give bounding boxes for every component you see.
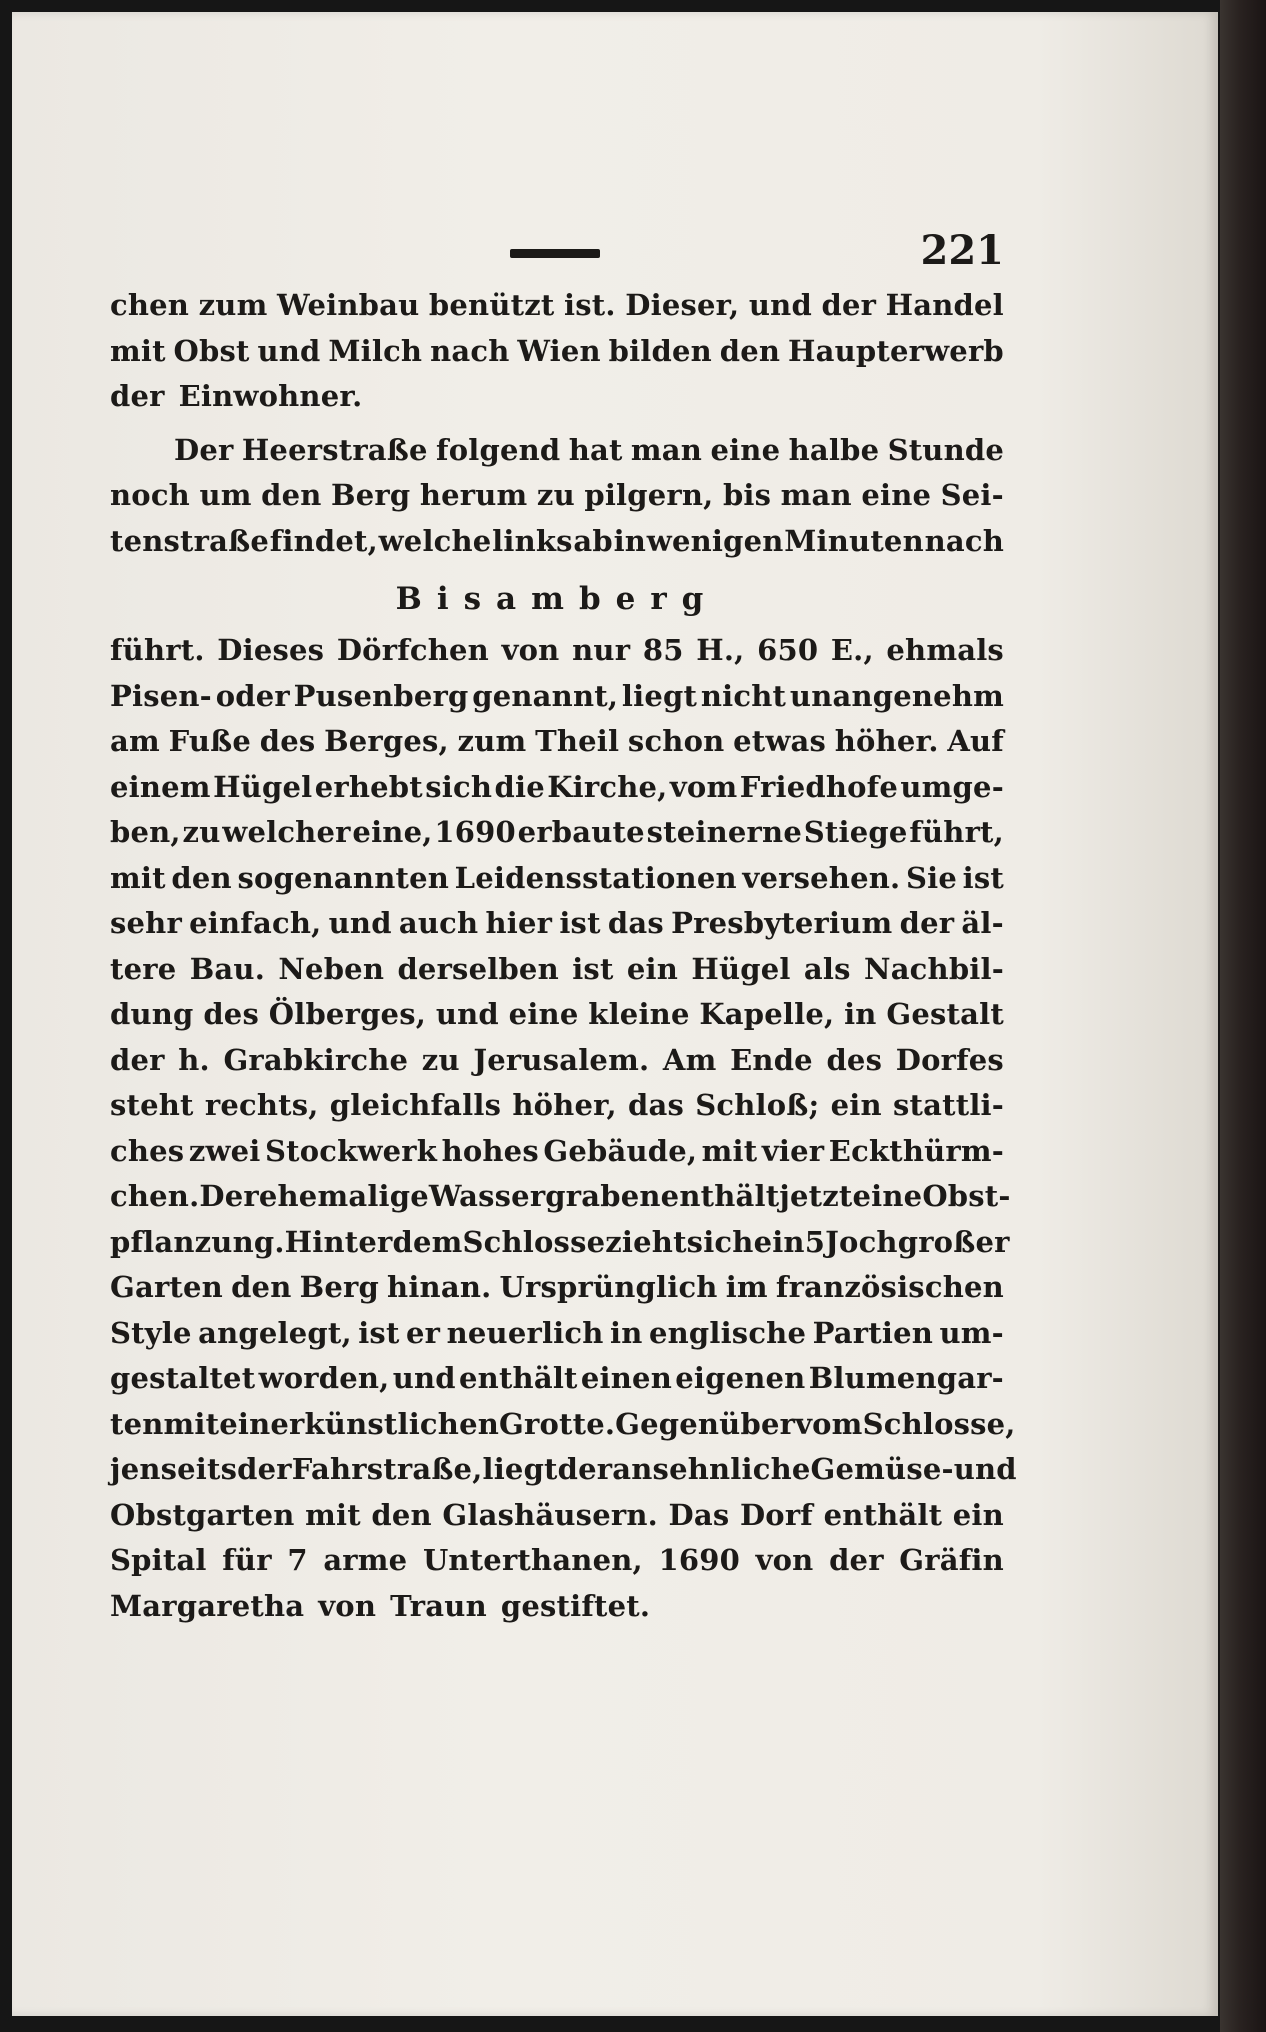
word: führt, <box>909 815 1004 849</box>
word: der <box>110 1042 165 1077</box>
word: nach <box>430 333 510 368</box>
word: Weinbau <box>277 288 420 322</box>
word: eigenen <box>675 1361 806 1395</box>
word: im <box>725 1270 768 1304</box>
word: des <box>203 997 259 1031</box>
word: rechts, <box>204 1088 319 1122</box>
word: Leidensstationen <box>454 860 737 895</box>
word: von <box>501 633 560 667</box>
word: auch <box>398 906 479 940</box>
word: benützt <box>428 288 555 322</box>
text-line <box>110 1129 1004 1175</box>
word: Pisen- <box>110 678 212 713</box>
word: ches <box>110 1133 185 1168</box>
page-number: 221 <box>920 227 1004 274</box>
word: jenseits <box>110 1452 238 1486</box>
book-spine-edge <box>1220 0 1266 2032</box>
word: der <box>237 1452 292 1486</box>
word: Garten <box>110 1270 223 1304</box>
word: erbaute <box>517 815 645 849</box>
word: halbe <box>788 432 880 467</box>
word: worden, <box>258 1361 390 1395</box>
word: sogenannten <box>237 860 450 895</box>
word: das <box>607 906 664 940</box>
word: von <box>755 1543 814 1577</box>
word: Handel <box>885 288 1004 322</box>
word: Berges, <box>324 724 449 758</box>
text-line <box>110 765 1004 811</box>
word: in <box>844 997 877 1031</box>
word: Hügel <box>691 951 791 986</box>
word: und <box>953 1452 1017 1486</box>
word: mit <box>110 860 166 895</box>
text-line <box>110 719 1004 765</box>
word: 7 <box>287 1543 308 1577</box>
word: links <box>492 523 573 558</box>
text-line <box>110 947 1004 993</box>
word: Traun <box>390 1588 487 1623</box>
word: Schlosse, <box>862 1406 1016 1441</box>
word: den <box>371 1497 432 1532</box>
word: sehr <box>110 906 182 940</box>
word: der <box>557 1452 613 1486</box>
word: Schloß; <box>695 1088 820 1122</box>
text-line <box>110 1174 1011 1220</box>
word: französischen <box>775 1270 1004 1304</box>
word: ben, <box>110 815 181 849</box>
word: folgend <box>436 432 561 467</box>
word: Gebäude, <box>543 1133 698 1168</box>
word: kleine <box>588 997 690 1031</box>
word: 1690 <box>658 1543 740 1577</box>
word: 85 <box>642 633 684 667</box>
word: und <box>328 906 392 940</box>
word: H., <box>696 633 745 667</box>
word: Stockwerk <box>265 1133 438 1168</box>
word: Dieses <box>217 633 325 667</box>
word: nur <box>572 633 631 667</box>
word: Jerusalem. <box>473 1042 650 1077</box>
word: Style <box>110 1315 192 1350</box>
word: Der <box>199 1179 259 1213</box>
word: Pusenberg <box>293 678 469 713</box>
word: gleichfalls <box>329 1088 502 1122</box>
word: genannt, <box>472 678 619 713</box>
word: Nachbil- <box>863 951 1004 986</box>
word: das <box>628 1088 685 1122</box>
text-line <box>110 283 1004 329</box>
word: er <box>406 1315 441 1350</box>
word: dung <box>110 997 194 1031</box>
word: den <box>171 860 232 895</box>
word: pflanzung. <box>110 1224 285 1259</box>
text-line <box>110 1538 1004 1584</box>
word: Kirche, <box>547 769 668 804</box>
word: stattli- <box>893 1088 1004 1122</box>
word: Obstgarten <box>110 1497 295 1532</box>
word: 650 <box>757 633 819 667</box>
word: arme <box>323 1543 408 1577</box>
word: äl- <box>961 906 1004 940</box>
word: bis <box>722 478 772 512</box>
word: tere <box>110 951 177 986</box>
word: Gestalt <box>886 997 1004 1031</box>
text-line <box>110 1356 1004 1402</box>
word: Unterthanen, <box>422 1543 643 1577</box>
text-line <box>110 856 1004 902</box>
word: 1690 <box>434 815 516 849</box>
word: um- <box>939 1315 1004 1350</box>
word: am <box>110 724 160 758</box>
word: und <box>257 333 321 368</box>
word: mit <box>110 333 166 368</box>
word: Stiege <box>803 815 908 849</box>
word: enthält <box>660 1179 780 1213</box>
word: Theil <box>535 724 620 758</box>
word: zieht <box>605 1224 687 1259</box>
word: des <box>259 724 316 758</box>
word: in <box>609 1315 643 1350</box>
word: vom <box>669 769 738 804</box>
word: Sei- <box>940 478 1004 512</box>
word: etwas <box>733 724 827 758</box>
text-line <box>110 473 1004 519</box>
word: der <box>829 1543 884 1577</box>
word: ein <box>952 1497 1004 1532</box>
text-line <box>110 1038 1004 1084</box>
word: jetzt <box>779 1179 853 1213</box>
word: großer <box>897 1224 1010 1259</box>
word: chen <box>110 288 190 322</box>
page-header <box>110 227 1004 283</box>
word: Haupterwerb <box>788 333 1004 368</box>
word: Dieser, <box>625 288 740 322</box>
word: des <box>826 1042 883 1077</box>
word: Grotte. <box>499 1406 616 1441</box>
word: zu <box>421 1042 460 1077</box>
word: vom <box>795 1406 863 1441</box>
text-line <box>110 674 1004 720</box>
word: einen <box>580 1361 672 1395</box>
word: Blumengar- <box>808 1361 1004 1395</box>
word: pilgern, <box>584 478 714 512</box>
word: Sie <box>905 860 957 895</box>
word: nach <box>924 523 1004 558</box>
word: Grabkirche <box>223 1042 409 1077</box>
word: angelegt, <box>198 1315 352 1350</box>
word: Das <box>668 1497 730 1532</box>
word: und <box>392 1361 456 1395</box>
word: Berg <box>299 1270 379 1304</box>
word: zu <box>182 815 221 849</box>
word: Am <box>662 1042 717 1077</box>
text-block <box>110 227 1017 1629</box>
word: eine <box>861 478 932 512</box>
word: einfach, <box>189 906 322 940</box>
text-line <box>110 1083 1004 1129</box>
word: noch <box>110 478 190 512</box>
word: welcher <box>222 815 351 849</box>
word: zwei <box>188 1133 261 1168</box>
word: hinan. <box>387 1270 492 1304</box>
word: gestaltet <box>110 1361 256 1395</box>
word: eine <box>852 1179 923 1213</box>
word: Obst <box>173 333 250 368</box>
word: in <box>613 523 647 558</box>
word: führt. <box>110 633 205 667</box>
word: ein <box>830 1088 882 1122</box>
word: liegt <box>621 678 698 713</box>
word: Fuße <box>168 724 252 758</box>
word: steinerne <box>646 815 802 849</box>
word: tenstraße <box>110 523 270 558</box>
word: zum <box>198 288 268 322</box>
word: und <box>748 288 812 322</box>
word: welche <box>378 523 492 558</box>
word: und <box>435 997 499 1031</box>
word: oder <box>215 678 290 713</box>
word: eine, <box>352 815 433 849</box>
word: der <box>899 906 955 940</box>
word: künstlichen <box>304 1406 500 1441</box>
word: hohes <box>441 1133 539 1168</box>
paragraph-gap <box>110 420 1004 428</box>
word: Der <box>174 432 234 467</box>
word: h. <box>178 1042 210 1077</box>
word: Heerstraße <box>241 432 428 467</box>
word: unangenehm <box>789 678 1004 713</box>
word: Gemüse- <box>810 1452 954 1486</box>
word: für <box>222 1543 272 1577</box>
word: E., <box>830 633 874 667</box>
word: derselben <box>397 951 559 986</box>
word: neuerlich <box>446 1315 604 1350</box>
word: Dörfchen <box>336 633 489 667</box>
word: man <box>630 432 703 467</box>
word: wenigen <box>646 523 784 558</box>
word: Margaretha <box>110 1588 305 1623</box>
word: ansehnliche <box>612 1452 811 1486</box>
word: ist <box>358 1315 400 1350</box>
word: schon <box>627 724 725 758</box>
word: gestiftet. <box>500 1588 651 1623</box>
word: ist <box>572 951 614 986</box>
text-line <box>110 992 1004 1038</box>
word: Gräfin <box>899 1543 1004 1577</box>
word: ten <box>110 1406 164 1441</box>
word: Schlosse <box>462 1224 606 1259</box>
word: herum <box>419 478 528 512</box>
word: Stunde <box>887 432 1004 467</box>
word: Friedhofe <box>739 769 898 804</box>
text-line <box>110 628 1004 674</box>
word: zum <box>457 724 527 758</box>
text-line <box>110 1311 1004 1357</box>
word: einer <box>219 1406 305 1441</box>
word: Glashäusern. <box>442 1497 658 1532</box>
text-line <box>110 329 1004 375</box>
word: einem <box>110 769 211 804</box>
word: von <box>318 1588 377 1623</box>
word: vier <box>761 1133 825 1168</box>
word: sich <box>686 1224 754 1259</box>
text-line <box>110 810 1004 856</box>
word: ist <box>962 860 1004 895</box>
word: dem <box>392 1224 463 1259</box>
word: enthält <box>823 1497 943 1532</box>
word: Eckthürm- <box>828 1133 1004 1168</box>
word: Wien <box>517 333 601 368</box>
word: hat <box>568 432 623 467</box>
text-line <box>110 1220 1010 1266</box>
word: ein <box>626 951 679 986</box>
word: Dorf <box>739 1497 813 1532</box>
word: Ursprünglich <box>499 1270 718 1304</box>
word: Presbyterium <box>671 906 893 940</box>
word: erhebt <box>314 769 423 804</box>
word: ist <box>559 906 601 940</box>
word: ein <box>753 1224 805 1259</box>
word: Einwohner. <box>178 379 363 413</box>
word: findet, <box>269 523 378 558</box>
word: enthält <box>459 1361 578 1395</box>
word: als <box>803 951 851 986</box>
word: Partien <box>812 1315 934 1350</box>
text-line <box>110 1265 1004 1311</box>
header-rule <box>510 249 600 258</box>
word: mit <box>305 1497 361 1532</box>
text-line <box>110 1493 1004 1539</box>
word: den <box>719 333 781 368</box>
word: Wassergraben <box>428 1179 661 1213</box>
word: Obst- <box>922 1179 1011 1213</box>
text-line <box>110 519 1004 565</box>
word: ist. <box>564 288 616 322</box>
word: Joch <box>825 1224 898 1259</box>
word: Ende <box>730 1042 813 1077</box>
word: Neben <box>278 951 385 986</box>
place-heading: Bisamberg <box>395 581 719 617</box>
word: um <box>199 478 252 512</box>
word: den <box>261 478 322 512</box>
text-line <box>110 901 1004 947</box>
word: Hügel <box>213 769 313 804</box>
word: bilden <box>608 333 712 368</box>
word: liegt <box>482 1452 558 1486</box>
word: zu <box>536 478 575 512</box>
text-line <box>110 1584 1004 1630</box>
text-line <box>110 1447 1017 1493</box>
word: Dorfes <box>895 1042 1004 1077</box>
word: Berg <box>331 478 411 512</box>
word: Auf <box>947 724 1004 758</box>
word: nicht <box>700 678 787 713</box>
word: ehmals <box>886 633 1004 667</box>
word: die <box>494 769 545 804</box>
word: der <box>110 379 165 413</box>
word: Milch <box>328 333 423 368</box>
word: eine <box>508 997 579 1031</box>
word: mit <box>701 1133 758 1168</box>
word: ehemalige <box>258 1179 429 1213</box>
word: Kapelle, <box>699 997 835 1031</box>
word: ab <box>573 523 613 558</box>
word: steht <box>110 1088 194 1122</box>
word: chen. <box>110 1179 200 1213</box>
word: Spital <box>110 1543 207 1577</box>
word: Fahrstraße, <box>291 1452 483 1486</box>
page <box>12 12 1218 2016</box>
word: höher, <box>512 1088 617 1122</box>
word: Gegenüber <box>615 1406 796 1441</box>
word: umge- <box>900 769 1004 804</box>
word: Minuten <box>784 523 924 558</box>
word: Ölberges, <box>268 997 427 1031</box>
word: 5 <box>804 1224 826 1259</box>
word: versehen. <box>742 860 901 895</box>
text-line <box>110 374 1004 420</box>
word: Hinter <box>284 1224 393 1259</box>
word: man <box>780 478 852 512</box>
word: sich <box>425 769 493 804</box>
word: eine <box>710 432 781 467</box>
word: höher. <box>834 724 939 758</box>
word: den <box>231 1270 292 1304</box>
word: Bau. <box>189 951 266 986</box>
word: mit <box>163 1406 220 1441</box>
text-line <box>110 1402 1016 1448</box>
text-line <box>110 428 1004 474</box>
word: hier <box>485 906 553 940</box>
word: englische <box>648 1315 807 1350</box>
word: der <box>821 288 877 322</box>
